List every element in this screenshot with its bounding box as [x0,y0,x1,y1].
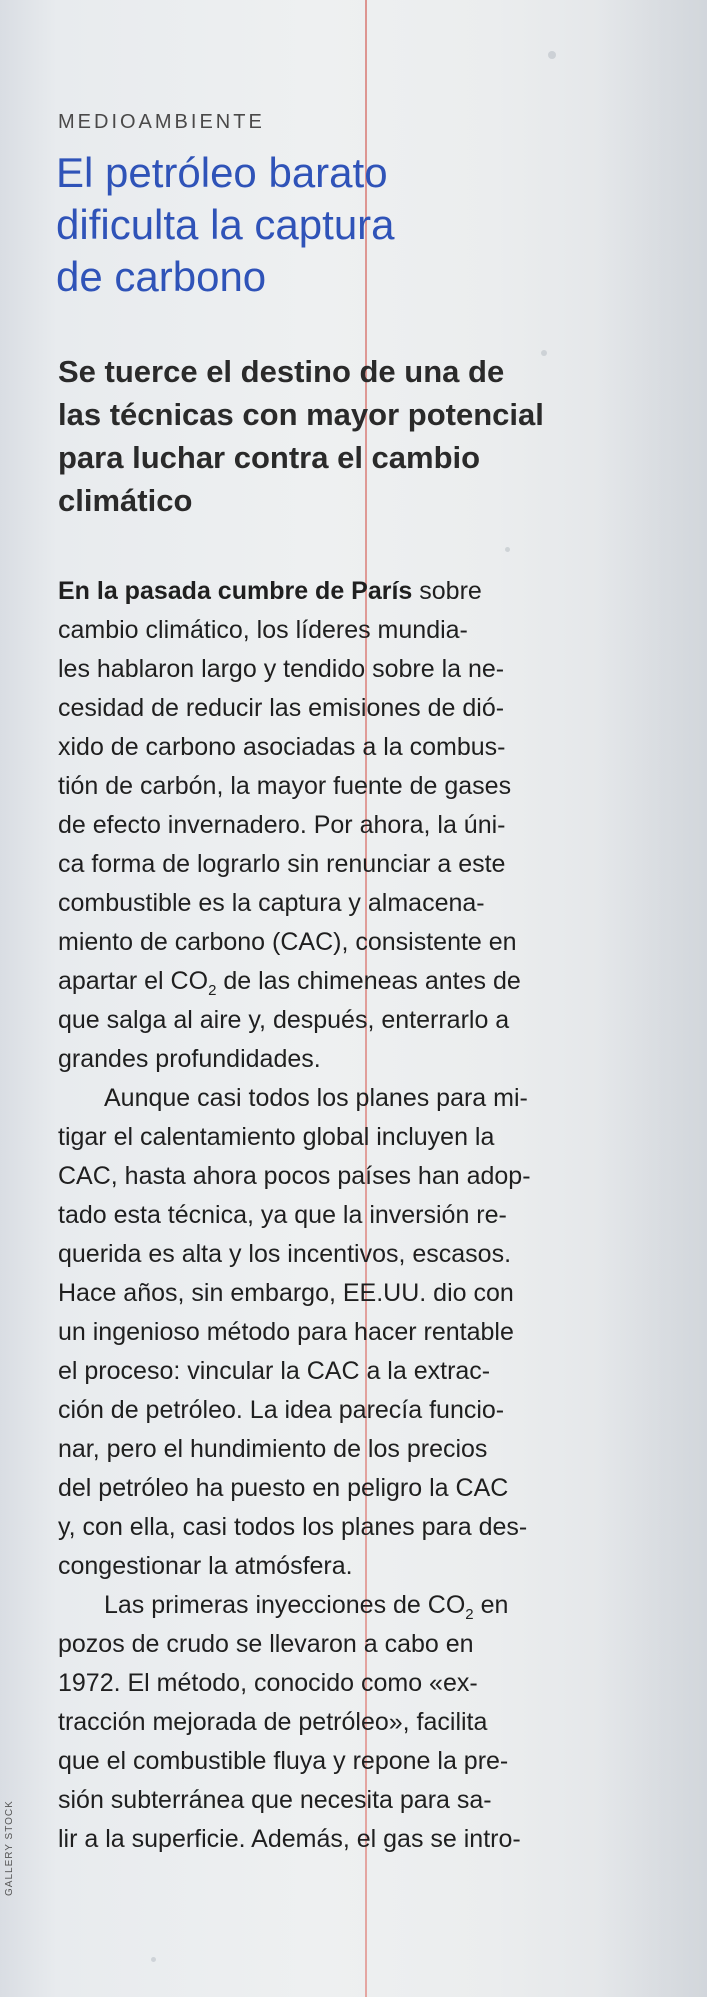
headline-line: dificulta la captura [56,201,395,248]
section-label: MEDIOAMBIENTE [58,111,265,133]
body-line: CAC, hasta ahora pocos países han adop- [58,1162,531,1190]
deck-line: climático [58,483,193,518]
body-line: les hablaron largo y tendido sobre la ne- [58,655,505,683]
deck-line: Se tuerce el destino de una de [58,354,505,389]
body-line: miento de carbono (CAC), consistente en [58,928,517,956]
photo-credit: GALLERY STOCK [4,1800,15,1896]
body-line: pozos de crudo se llevaron a cabo en [58,1630,474,1658]
body-text: Las primeras inyecciones de CO [104,1591,466,1619]
body-line: ción de petróleo. La idea parecía funcio- [58,1396,505,1424]
body-line: 1972. El método, conocido como «ex- [58,1669,478,1697]
body-text: apartar el CO [58,967,209,995]
body-line: sión subterránea que necesita para sa- [58,1786,492,1814]
body-line: xido de carbono asociadas a la combus- [58,733,506,761]
body-line: de efecto invernadero. Por ahora, la úni- [58,811,506,839]
body-line: congestionar la atmósfera. [58,1552,353,1580]
subscript-2: 2 [465,1606,474,1623]
body-line: cambio climático, los líderes mundia- [58,616,468,644]
body-line: y, con ella, casi todos los planes para des- [58,1513,528,1541]
body-line: tado esta técnica, ya que la inversión re- [58,1201,507,1229]
body-line: que salga al aire y, después, enterrarlo a [58,1006,510,1034]
subscript-2: 2 [208,982,217,999]
paper-speck [505,547,510,552]
paragraph-2 [58,1079,648,1586]
body-line: que el combustible fluya y repone la pre- [58,1747,509,1775]
body-line: tracción mejorada de petróleo», facilita [58,1708,488,1736]
body-line: Aunque casi todos los planes para mi- [104,1084,528,1112]
body-line: ca forma de lograrlo sin renunciar a este [58,850,506,878]
body-text: sobre [412,577,482,605]
body-line: el proceso: vincular la CAC a la extrac- [58,1357,491,1385]
body-line: querida es alta y los incentivos, escasos. [58,1240,512,1268]
body-line: grandes profundidades. [58,1045,321,1073]
paper-speck [151,1957,156,1962]
body-line: cesidad de reducir las emisiones de dió- [58,694,505,722]
body-line [58,962,648,1001]
deck-line: para luchar contra el cambio [58,440,481,475]
lead-in: En la pasada cumbre de París [58,577,413,605]
article-body [58,572,648,1859]
paragraph-3 [58,1586,648,1859]
deck-line: las técnicas con mayor potencial [58,397,544,432]
body-line: combustible es la captura y almacena- [58,889,485,917]
paragraph-1 [58,572,648,1079]
body-line: tigar el calentamiento global incluyen la [58,1123,495,1151]
body-line: Hace años, sin embargo, EE.UU. dio con [58,1279,514,1307]
headline-line: de carbono [56,253,267,300]
body-line: tión de carbón, la mayor fuente de gases [58,772,512,800]
article-deck [58,350,643,522]
paper-speck [548,51,556,59]
article-headline [56,147,536,303]
body-text: en [473,1591,509,1619]
body-line: un ingenioso método para hacer rentable [58,1318,514,1346]
body-line: del petróleo ha puesto en peligro la CAC [58,1474,509,1502]
body-line: lir a la superficie. Además, el gas se intro- [58,1825,521,1853]
body-text: de las chimeneas antes de [216,967,521,995]
body-line: nar, pero el hundimiento de los precios [58,1435,488,1463]
body-line [58,572,648,611]
body-line [58,1586,648,1625]
headline-line: El petróleo barato [56,149,388,196]
